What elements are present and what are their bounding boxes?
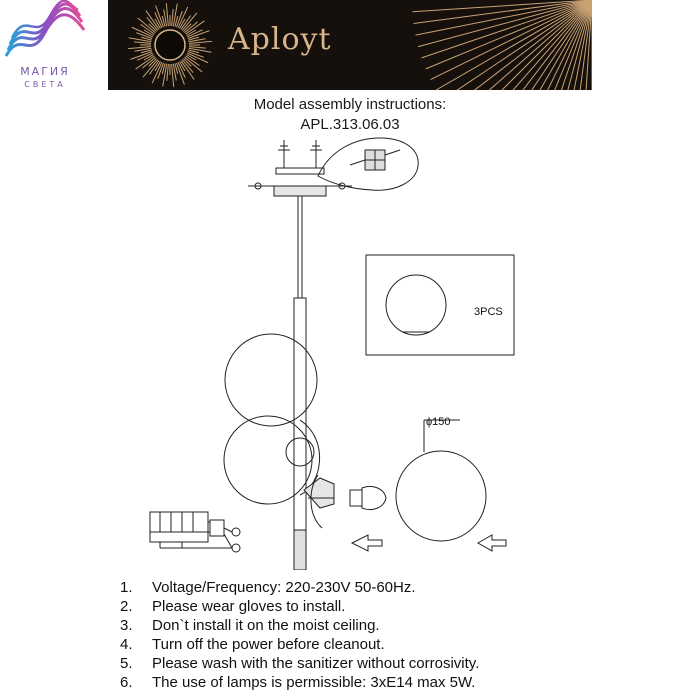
diameter-label: ϕ150 [426,416,451,428]
list-item: 6. The use of lamps is permissible: 3xE14 max 5W. [120,674,476,691]
list-item: 5. Please wash with the sanitizer without corrosivity. [120,655,480,672]
list-item: 1. Voltage/Frequency: 220-230V 50-60Hz. [120,579,416,596]
brand-banner [108,0,592,90]
logo-name: МАГИЯ [20,65,70,78]
magic-light-logo [0,0,100,100]
list-item: 2. Please wear gloves to install. [120,598,346,615]
wave-logo-icon [0,0,90,64]
page-title: Model assembly instructions: [253,96,447,113]
list-item: 4. Turn off the power before cleanout. [120,636,385,653]
brand-name: Aployt [228,22,332,57]
logo-subtitle: СВЕТА [24,80,66,89]
assembly-drawing [0,130,700,570]
sunburst-icon [108,0,592,90]
model-number: APL.313.06.03 [300,116,400,133]
screw-icon [278,140,322,168]
list-item: 3. Don`t install it on the moist ceiling. [120,617,380,634]
instruction-list [120,578,479,692]
quantity-label: 3PCS [474,306,503,318]
